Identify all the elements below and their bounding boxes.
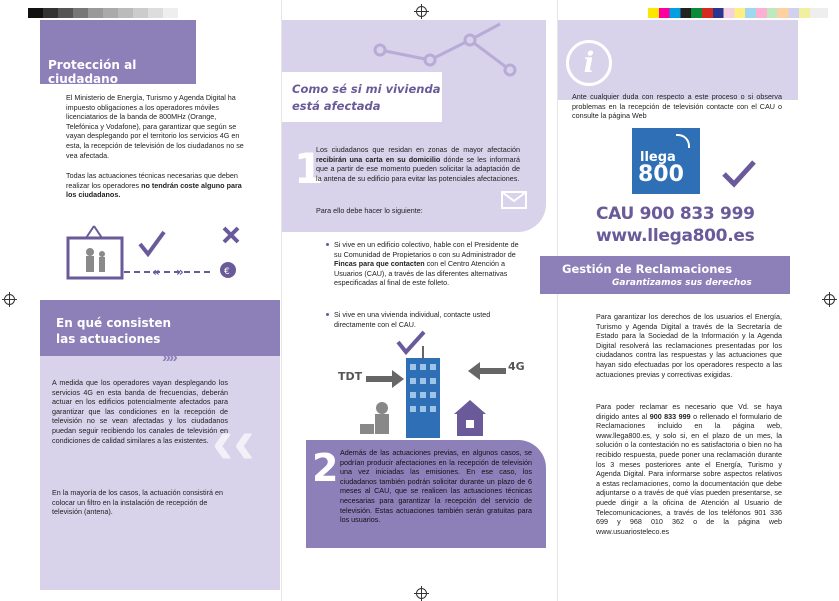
svg-text:€: € xyxy=(224,267,230,277)
4g-label: 4G xyxy=(508,360,525,373)
registration-mark-left xyxy=(4,294,15,305)
cross-icon xyxy=(224,228,238,242)
actions-paragraph-2: En la mayoría de los casos, la actuación consistirá en colocar un filtro en la instalación de recepción de televisión (antena). xyxy=(52,488,223,517)
actions-title-line-1: En qué consisten xyxy=(56,316,172,330)
info-text: Ante cualquier duda con respecto a este proceso o si observa problemas en la recepción de televisión contacte con el CAU o consulte la página Web xyxy=(572,92,782,121)
logo-number: 800 xyxy=(638,162,684,187)
website[interactable]: www.llega800.es xyxy=(596,226,755,246)
step-1-instruction: Para ello debe hacer lo siguiente: xyxy=(316,206,423,215)
building-illustration xyxy=(330,330,540,440)
left-title-bar xyxy=(40,20,196,84)
big-chevrons-icon: ‹‹ xyxy=(212,405,255,477)
claims-subtitle: Garantizamos sus derechos xyxy=(612,278,752,288)
house-icon xyxy=(454,400,486,414)
step-2-text: Además de las actuaciones previas, en algunos casos, se podrían producir afectaciones en la recepción de televisión una vez iniciadas las emisiones. En ese caso, los ciudadanos también podrán solicitar durante un plazo de 6 meses al CAU, que se realicen las actuaciones técnicas necesarias para garantizar la recepción del servicio de televisión. Estas actuaciones también serán gratuitas para los usuarios. xyxy=(340,448,532,525)
registration-mark-bottom xyxy=(416,588,427,599)
registration-mark-right xyxy=(824,294,835,305)
tdt-label: TDT xyxy=(338,370,363,383)
envelope-icon xyxy=(500,190,528,210)
claims-title: Gestión de Reclamaciones xyxy=(562,262,733,276)
actions-paragraph-1: A medida que los operadores vayan desplegando los servicios 4G en esta banda de frecuencias, deberán actuar en los edificios potencialmente afectados para garantizar que las condiciones en la recepción de televisión no se vean afectadas y los ciudadanos puedan seguir recibiendo los canales de televisión en condiciones de calidad similares a las existentes. xyxy=(52,378,228,445)
actions-title-bar xyxy=(40,300,280,356)
claims-paragraph-1: Para garantizar los derechos de los usuarios el Energía, Turismo y Agenda Digital a través de la Secretaría de Estado para la Sociedad de la Información y la Agenda Digital resolverá las reclamaciones presentadas por los ciudadanos contra las respuestas y las actuaciones que hayan sido efectuadas por los operadores respecto a las actuaciones previas y correctivas exigidas. xyxy=(596,312,782,379)
middle-title-box xyxy=(282,72,442,122)
registration-mark-top xyxy=(416,6,427,17)
svg-text:»: » xyxy=(176,265,184,279)
check-icon xyxy=(722,160,756,188)
middle-title-line-2: está afectada xyxy=(292,99,381,113)
claims-title-bar xyxy=(540,256,790,294)
worker-icon xyxy=(376,402,388,414)
actions-title-line-2: las actuaciones xyxy=(56,332,161,346)
bullet-dot xyxy=(326,313,329,316)
step-2-number: 2 xyxy=(312,446,339,490)
bullet-dot xyxy=(326,243,329,246)
bullet-1 xyxy=(326,240,522,288)
chevrons-icon: »» xyxy=(162,349,176,366)
llega800-logo xyxy=(632,128,700,194)
left-paragraph-1: El Ministerio de Energía, Turismo y Agenda Digital ha impuesto obligaciones a los operadores móviles licenciatarios de la banda de 800MHz (Orange, Telefónica y Vodafone), para garantizar que según se vayan desplegando por el territorio los servicios 4G en esta, la recepción de televisión de los ciudadanos no se vea afectada. xyxy=(66,93,244,160)
step-1-number: 1 xyxy=(294,144,324,193)
tv-illustration xyxy=(60,224,250,288)
bullet-2 xyxy=(326,310,522,329)
color-bar-left xyxy=(28,8,178,18)
color-bar-right xyxy=(648,8,828,18)
check-icon xyxy=(398,332,424,352)
check-icon xyxy=(140,232,164,254)
bullet-1-text: Si vive en un edificio colectivo, hable con el Presidente de su Comunidad de Propietarios o con su Administrador de Fincas para que contacten con el Centro Atención a Usuarios (CAU), a través de las diferentes alternativas especificadas al final de este folleto. xyxy=(334,240,519,288)
left-paragraph-2: Todas las actuaciones técnicas necesarias que deben realizar los operadores no tendrán coste alguno para los ciudadanos. xyxy=(66,171,242,200)
info-icon: i xyxy=(566,40,612,86)
claims-paragraph-2: Para poder reclamar es necesario que Vd. se haya dirigido antes al 900 833 999 o rellenado el formulario de Reclamaciones incluido en la página web, www.llega800.es, y solo si, en el plazo de un mes, la solución o la contestación no es satisfactoria o bien no ha recibido respuesta, puede poner una reclamación durante los 3 meses posteriores ante el Energía, Turismo y Agenda Digital. Para informarse sobre aspectos relativos a estas reclamaciones, como la documentación que debe adjuntarse o a través de qué vías pueden presentarse, se puede dirigir a la oficina de Atención al Usuario de Telecomunicaciones, a través de los teléfonos 901 336 699 y 968 010 362 o de la página web www.usuariosteleco.es xyxy=(596,402,782,536)
tv-icon xyxy=(68,238,122,278)
svg-text:«: « xyxy=(152,265,160,279)
cau-phone: CAU 900 833 999 xyxy=(596,204,755,224)
step-1-text: Los ciudadanos que residan en zonas de mayor afectación recibirán una carta en su domicilio dónde se les informará que a partir de ese momento pueden solicitar la adaptación de la antena de su edificio para evitar las potenciales afectaciones. xyxy=(316,145,520,183)
bullet-2-text: Si vive en una vivienda individual, contacte usted directamente con el CAU. xyxy=(334,310,491,329)
logo-wifi-icon xyxy=(676,134,690,148)
logo-word: llega xyxy=(640,150,676,165)
middle-title-line-1: Como sé si mi vivienda xyxy=(292,82,441,96)
left-title: Protección al ciudadano xyxy=(48,58,137,86)
